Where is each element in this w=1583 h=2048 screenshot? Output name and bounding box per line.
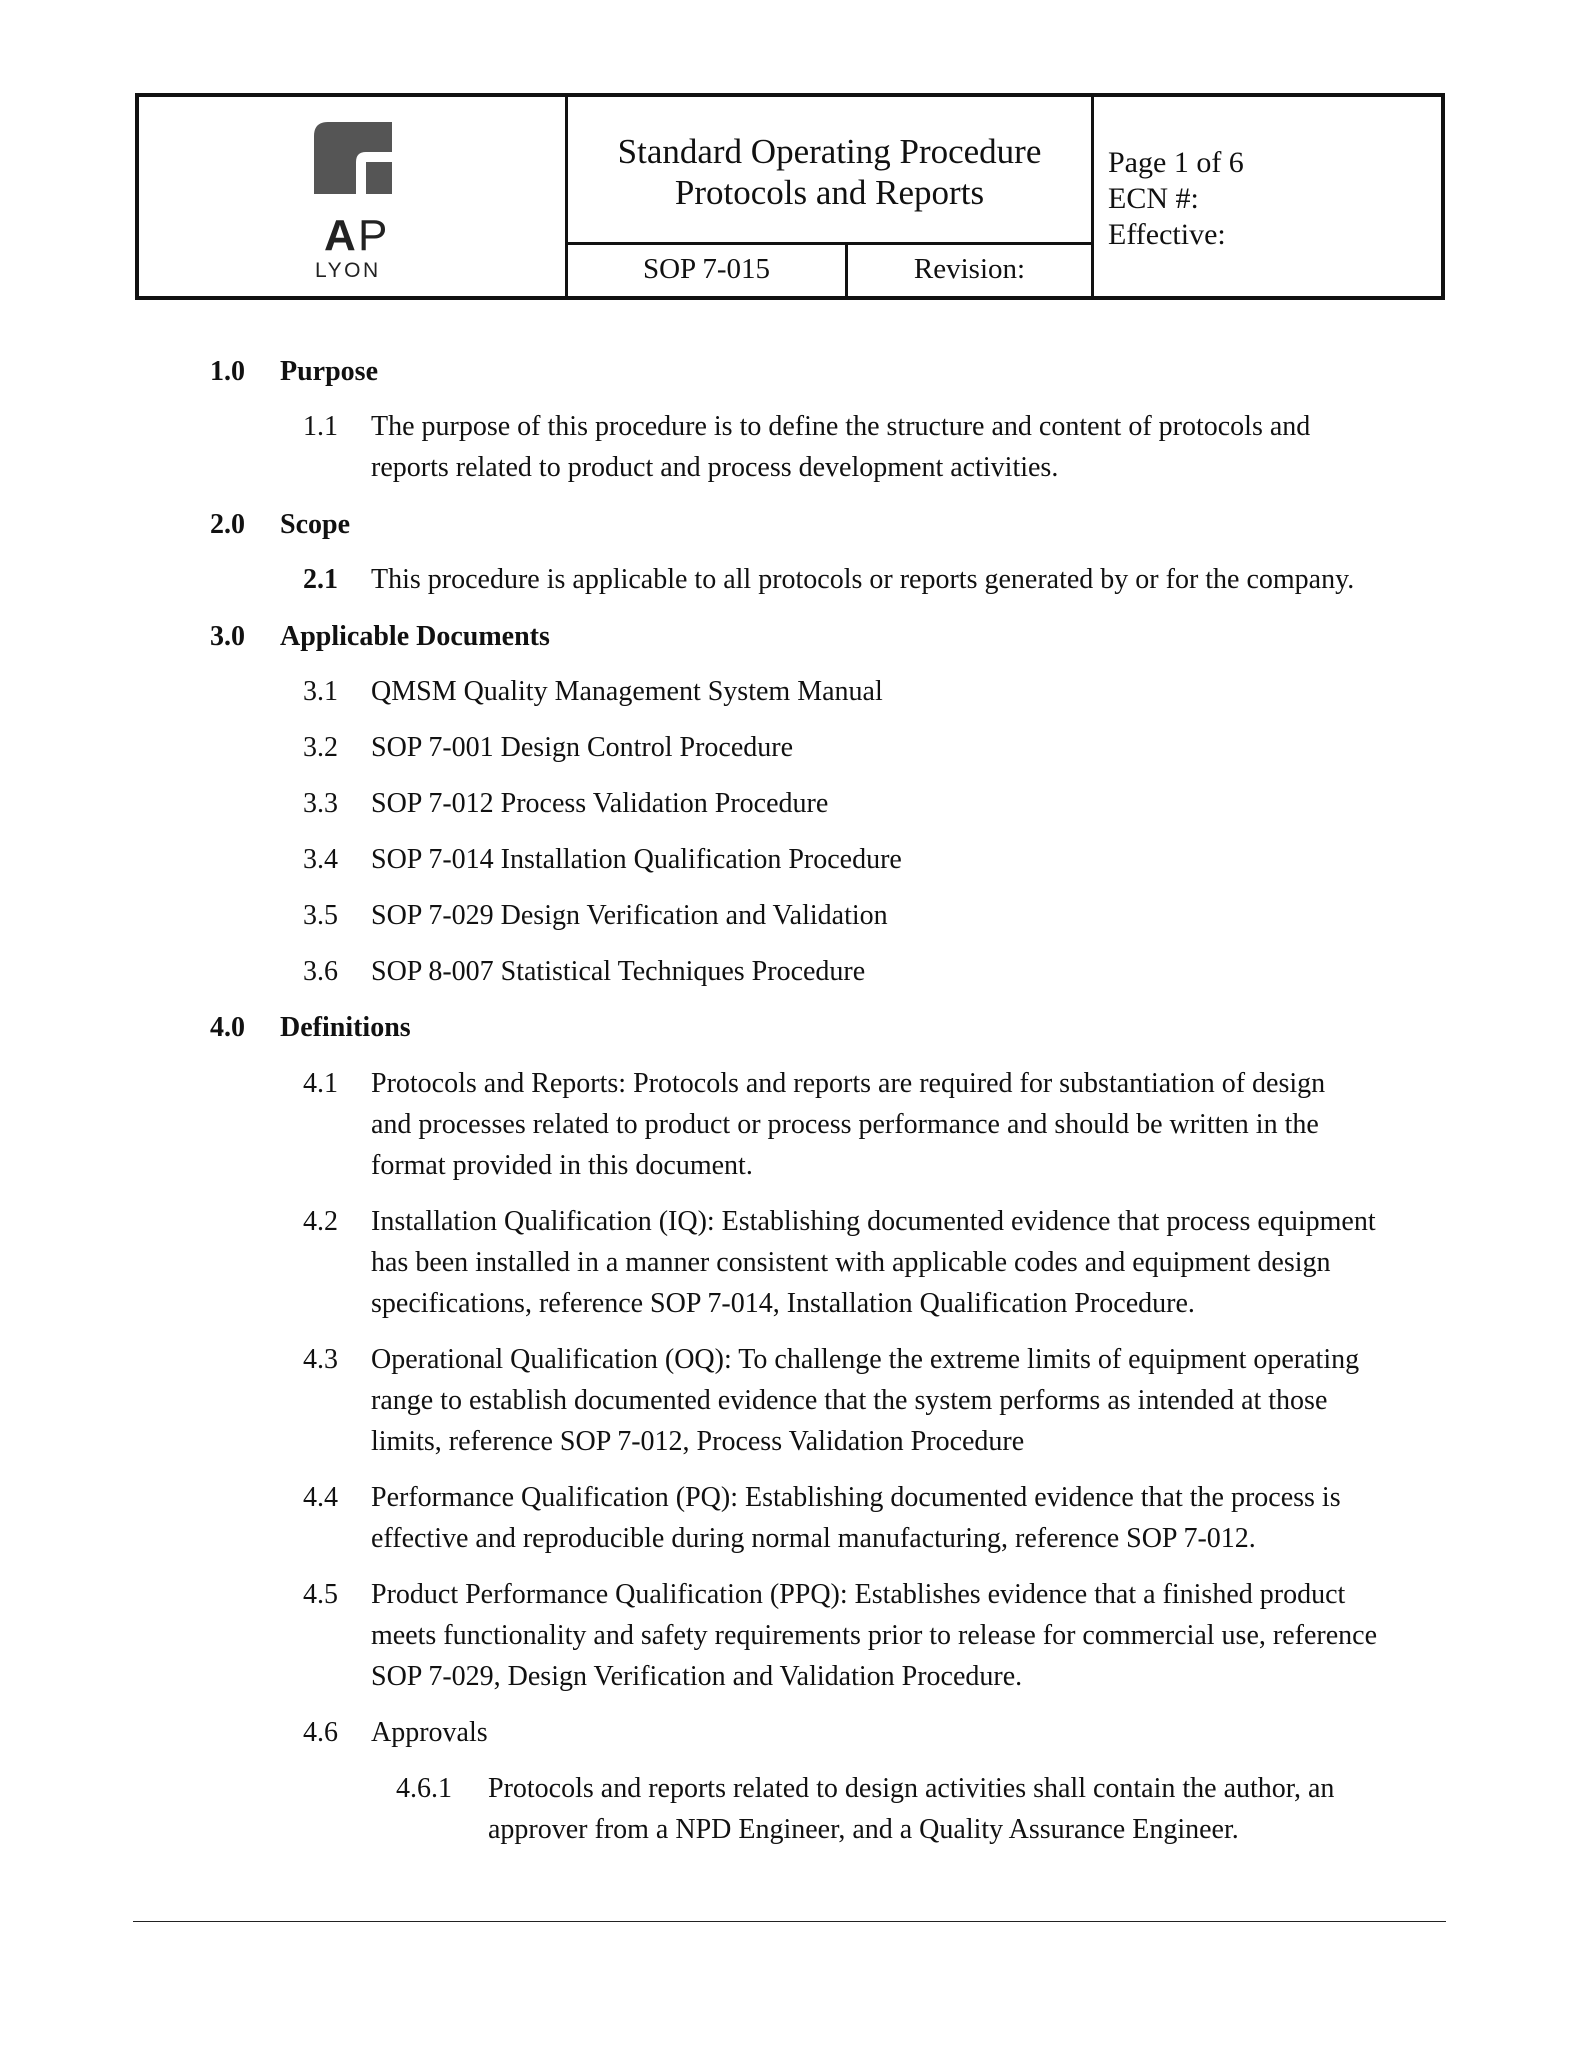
section-title: Definitions bbox=[280, 1012, 411, 1043]
item-line: Operational Qualification (OQ): To challenge the extreme limits of equipment operating bbox=[371, 1344, 1360, 1375]
item-line: SOP 7-012 Process Validation Procedure bbox=[371, 788, 829, 819]
item-number: 3.5 bbox=[303, 900, 338, 931]
item-text bbox=[371, 406, 1310, 488]
item-number: 4.4 bbox=[303, 1482, 338, 1513]
item-line: format provided in this document. bbox=[371, 1150, 753, 1181]
item-number: 3.2 bbox=[303, 732, 338, 763]
item-line: SOP 8-007 Statistical Techniques Procedure bbox=[371, 956, 866, 987]
item-number: 4.5 bbox=[303, 1579, 338, 1610]
item-number: 1.1 bbox=[303, 411, 338, 442]
section-title: Purpose bbox=[280, 356, 378, 387]
item-text bbox=[371, 783, 828, 824]
item-text bbox=[371, 839, 902, 880]
item-line: meets functionality and safety requirements prior to release for commercial use, reference bbox=[371, 1620, 1377, 1651]
footer-divider bbox=[133, 1921, 1446, 1922]
revision-label: Revision: bbox=[913, 253, 1026, 285]
section-number: 3.0 bbox=[210, 621, 245, 652]
item-number: 4.2 bbox=[303, 1206, 338, 1237]
item-line: Installation Qualification (IQ): Establishing documented evidence that process equipment bbox=[371, 1206, 1376, 1237]
item-line: The purpose of this procedure is to define the structure and content of protocols and bbox=[371, 411, 1311, 442]
section-title: Applicable Documents bbox=[280, 621, 550, 652]
item-line: has been installed in a manner consistent with applicable codes and equipment design bbox=[371, 1247, 1331, 1278]
section-number: 4.0 bbox=[210, 1012, 245, 1043]
item-line: and processes related to product or process performance and should be written in the bbox=[371, 1109, 1319, 1140]
page-info bbox=[1108, 145, 1244, 253]
item-line: approver from a NPD Engineer, and a Quality Assurance Engineer. bbox=[488, 1814, 1239, 1845]
item-number: 3.6 bbox=[303, 956, 338, 987]
document-header bbox=[135, 93, 1445, 300]
item-line: limits, reference SOP 7-012, Process Validation Procedure bbox=[371, 1426, 1025, 1457]
item-line: SOP 7-029 Design Verification and Validation bbox=[371, 900, 888, 931]
item-line: Protocols and reports related to design activities shall contain the author, an bbox=[488, 1773, 1335, 1804]
header-logo-cell bbox=[139, 97, 568, 296]
section-number: 2.0 bbox=[210, 509, 245, 540]
item-number: 3.1 bbox=[303, 676, 338, 707]
item-line: Performance Qualification (PQ): Establishing documented evidence that the process is bbox=[371, 1482, 1341, 1513]
item-line: effective and reproducible during normal manufacturing, reference SOP 7-012. bbox=[371, 1523, 1256, 1554]
sop-row bbox=[568, 245, 1091, 296]
item-number: 4.1 bbox=[303, 1068, 338, 1099]
item-number: 4.3 bbox=[303, 1344, 338, 1375]
item-text bbox=[371, 1477, 1341, 1559]
item-line: reports related to product and process development activities. bbox=[371, 452, 1059, 483]
item-text bbox=[371, 1712, 488, 1753]
item-line: This procedure is applicable to all protocols or reports generated by or for the company. bbox=[371, 564, 1355, 595]
item-number: 2.1 bbox=[303, 564, 338, 595]
item-line: SOP 7-029, Design Verification and Validation Procedure. bbox=[371, 1661, 1023, 1692]
item-text bbox=[488, 1768, 1334, 1850]
section-number: 1.0 bbox=[210, 356, 245, 387]
item-number: 4.6 bbox=[303, 1717, 338, 1748]
item-text bbox=[371, 559, 1354, 600]
header-title-cell bbox=[568, 97, 1094, 296]
item-number: 3.4 bbox=[303, 844, 338, 875]
item-line: specifications, reference SOP 7-014, Installation Qualification Procedure. bbox=[371, 1288, 1195, 1319]
item-text bbox=[371, 1339, 1359, 1462]
item-line: Product Performance Qualification (PPQ): Establishes evidence that a finished product bbox=[371, 1579, 1346, 1610]
item-line: Approvals bbox=[371, 1717, 488, 1748]
item-line: SOP 7-014 Installation Qualification Procedure bbox=[371, 844, 902, 875]
document-title-line2: Protocols and Reports bbox=[674, 173, 985, 212]
page-number: Page 1 of 6 bbox=[1108, 146, 1244, 179]
item-text bbox=[371, 1201, 1376, 1324]
header-page-cell bbox=[1094, 97, 1441, 296]
company-logo bbox=[314, 122, 404, 282]
item-line: Protocols and Reports: Protocols and reports are required for substantiation of design bbox=[371, 1068, 1326, 1099]
item-text bbox=[371, 671, 883, 712]
item-number: 4.6.1 bbox=[396, 1773, 452, 1804]
item-text bbox=[371, 1574, 1377, 1697]
item-line: range to establish documented evidence that the system performs as intended at those bbox=[371, 1385, 1328, 1416]
item-text bbox=[371, 951, 865, 992]
logo-letter-a: A bbox=[324, 211, 356, 260]
document-title bbox=[568, 97, 1091, 245]
item-text bbox=[371, 1063, 1325, 1186]
logo-lyon-text: LYON bbox=[315, 259, 381, 282]
effective-label: Effective: bbox=[1108, 218, 1226, 251]
document-title-line1: Standard Operating Procedure bbox=[617, 132, 1042, 171]
item-text bbox=[371, 727, 793, 768]
item-line: SOP 7-001 Design Control Procedure bbox=[371, 732, 794, 763]
ecn-label: ECN #: bbox=[1108, 182, 1199, 215]
section-title: Scope bbox=[280, 509, 350, 540]
item-number: 3.3 bbox=[303, 788, 338, 819]
item-text bbox=[371, 895, 888, 936]
logo-letter-p: P bbox=[358, 211, 388, 260]
sop-number: SOP 7-015 bbox=[568, 245, 848, 296]
item-line: QMSM Quality Management System Manual bbox=[371, 676, 883, 707]
